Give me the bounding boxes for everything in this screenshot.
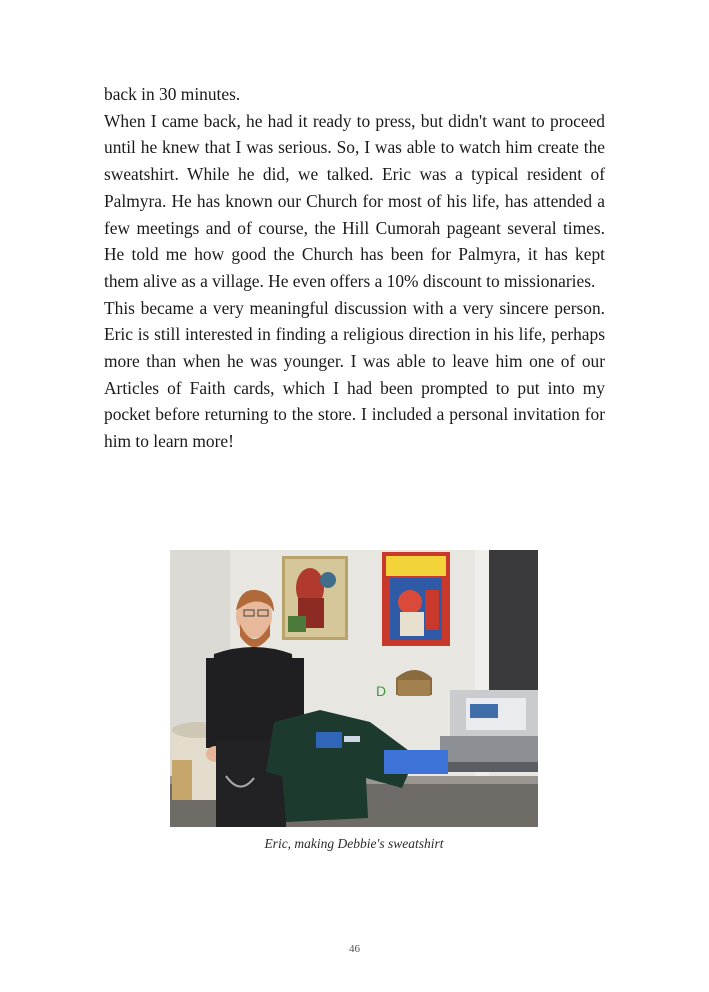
paragraph-3: This became a very meaningful discussion with a very sincere person. Eric is still interested in finding a religious direction in his life, perhaps more than when he was younger. I was able to leave him one of our Articles of Faith cards, which I had been prompted to put into my pocket before returning to the store. I included a personal invitation for him to learn more! bbox=[104, 297, 605, 452]
paragraph-2: When I came back, he had it ready to press, but didn't want to proceed until he knew that I was serious. So, I was able to watch him create the sweatshirt. While he did, we talked. Eric was a typical resident of Palmyra. He has known our Church for most of his life, has attended a few meetings and of course, the Hill Cumorah pageant several times. He told me how good the Church has been for Palmyra, it has kept them alive as a village. He even offers a 10% discount to missionaries. bbox=[104, 110, 605, 291]
svg-text:D: D bbox=[376, 683, 387, 699]
page-number: 46 bbox=[349, 943, 360, 955]
photo-caption: Eric, making Debbie's sweatshirt bbox=[264, 836, 444, 851]
photo-eric-sweatshirt bbox=[170, 550, 538, 827]
paragraph-1: back in 30 minutes. bbox=[104, 84, 241, 104]
body-text bbox=[104, 81, 605, 455]
